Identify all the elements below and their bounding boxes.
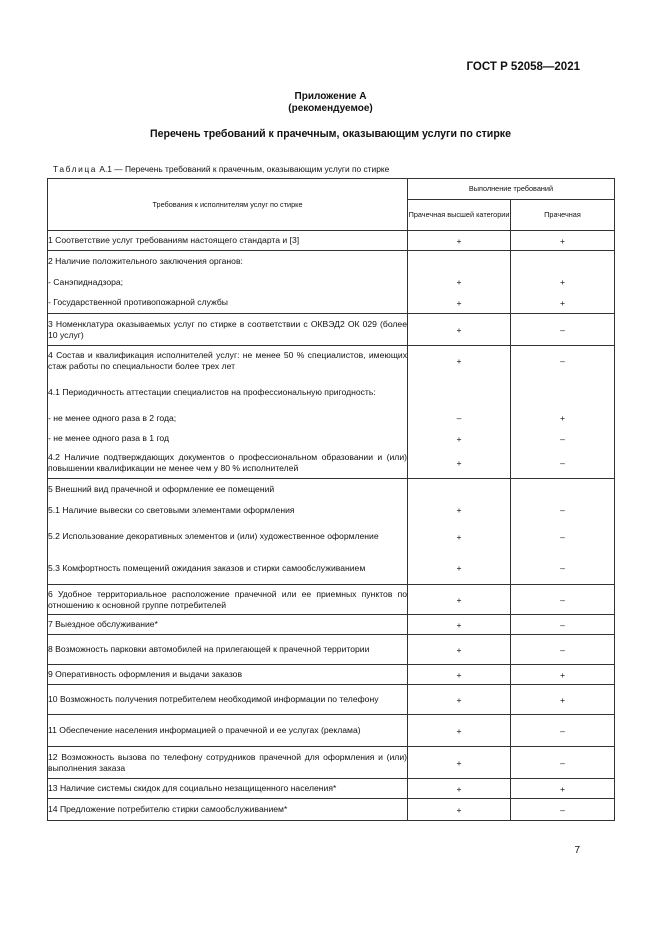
row-text: - Санэпиднадзора; bbox=[48, 272, 408, 293]
table-row bbox=[48, 635, 615, 665]
table-row bbox=[48, 272, 615, 293]
row-mark-standard: – bbox=[511, 449, 615, 479]
table-row bbox=[48, 779, 615, 799]
row-mark-standard: – bbox=[511, 521, 615, 553]
row-text: 11 Обеспечение населения информацией о прачечной и ее услугах (реклама) bbox=[48, 715, 408, 747]
row-text: 5.1 Наличие вывески со световыми элементами оформления bbox=[48, 500, 408, 521]
row-mark-top: + bbox=[408, 272, 511, 293]
table-row bbox=[48, 553, 615, 585]
header-top-category: Прачечная высшей категории bbox=[408, 200, 511, 231]
requirements-table bbox=[47, 178, 615, 821]
table-row bbox=[48, 479, 615, 500]
row-mark-standard: + bbox=[511, 272, 615, 293]
table-row bbox=[48, 685, 615, 715]
row-mark-standard: + bbox=[511, 779, 615, 799]
row-text: 12 Возможность вызова по телефону сотрудников прачечной для оформления и (или) выполнения заказа bbox=[48, 747, 408, 779]
row-text: 1 Соответствие услуг требованиям настоящего стандарта и [3] bbox=[48, 231, 408, 251]
row-mark-top: + bbox=[408, 500, 511, 521]
header-laundry: Прачечная bbox=[511, 200, 615, 231]
annex-status: (рекомендуемое) bbox=[288, 103, 373, 114]
row-text: 4 Состав и квалификация исполнителей услуг: не менее 50 % специалистов, имеющих стаж работы по специальности более трех лет bbox=[48, 346, 408, 377]
row-text: 4.1 Периодичность аттестации специалистов на профессиональную пригодность: bbox=[48, 377, 408, 408]
row-mark-top: + bbox=[408, 715, 511, 747]
row-mark-top: + bbox=[408, 779, 511, 799]
table-row bbox=[48, 449, 615, 479]
list-title: Перечень требований к прачечным, оказывающим услуги по стирке bbox=[150, 128, 511, 140]
row-mark-top: + bbox=[408, 521, 511, 553]
table-caption bbox=[53, 164, 389, 174]
table-row bbox=[48, 429, 615, 449]
row-mark-top: + bbox=[408, 346, 511, 377]
row-text: - Государственной противопожарной службы bbox=[48, 293, 408, 314]
row-text: 3 Номенклатура оказываемых услуг по стирке в соответствии с ОКВЭД2 ОК 029 (более 10 услуг) bbox=[48, 314, 408, 346]
table-row bbox=[48, 346, 615, 377]
row-mark-top: + bbox=[408, 553, 511, 585]
table-row bbox=[48, 665, 615, 685]
row-mark-standard: – bbox=[511, 553, 615, 585]
row-text: 5 Внешний вид прачечной и оформление ее помещений bbox=[48, 479, 408, 500]
row-mark-standard: + bbox=[511, 665, 615, 685]
row-mark-top: + bbox=[408, 615, 511, 635]
row-mark-standard: – bbox=[511, 715, 615, 747]
header-requirements: Требования к исполнителям услуг по стирке bbox=[48, 179, 408, 231]
row-mark-standard: – bbox=[511, 429, 615, 449]
standard-number: ГОСТ Р 52058—2021 bbox=[466, 61, 580, 73]
page-number: 7 bbox=[574, 845, 580, 856]
row-mark-top bbox=[408, 479, 511, 500]
table-row bbox=[48, 521, 615, 553]
caption-text: А.1 — Перечень требований к прачечным, оказывающим услуги по стирке bbox=[97, 164, 390, 174]
row-mark-standard: + bbox=[511, 685, 615, 715]
row-mark-standard bbox=[511, 251, 615, 272]
table-row bbox=[48, 251, 615, 272]
row-text: - не менее одного раза в 1 год bbox=[48, 429, 408, 449]
row-mark-top: – bbox=[408, 408, 511, 429]
row-mark-top bbox=[408, 251, 511, 272]
row-text: 13 Наличие системы скидок для социально незащищенного населения* bbox=[48, 779, 408, 799]
row-text: 9 Оперативность оформления и выдачи заказов bbox=[48, 665, 408, 685]
row-text: 4.2 Наличие подтверждающих документов о профессиональном образовании и (или) повышении квалификации не менее чем у 80 % исполнителей bbox=[48, 449, 408, 479]
row-text: 6 Удобное территориальное расположение прачечной или ее приемных пунктов по отношению к основной группе потребителей bbox=[48, 585, 408, 615]
row-mark-top: + bbox=[408, 231, 511, 251]
row-mark-standard: – bbox=[511, 615, 615, 635]
row-mark-standard bbox=[511, 479, 615, 500]
row-mark-standard: – bbox=[511, 314, 615, 346]
row-text: 8 Возможность парковки автомобилей на прилегающей к прачечной территории bbox=[48, 635, 408, 665]
table-row bbox=[48, 408, 615, 429]
table-row bbox=[48, 377, 615, 408]
table-row bbox=[48, 314, 615, 346]
annex-heading bbox=[0, 91, 661, 115]
table-row bbox=[48, 715, 615, 747]
row-mark-top: + bbox=[408, 685, 511, 715]
row-text: 10 Возможность получения потребителем необходимой информации по телефону bbox=[48, 685, 408, 715]
table-row bbox=[48, 799, 615, 821]
table-row bbox=[48, 500, 615, 521]
row-mark-standard: – bbox=[511, 500, 615, 521]
row-mark-standard: + bbox=[511, 408, 615, 429]
row-mark-standard: – bbox=[511, 585, 615, 615]
header-fulfillment: Выполнение требований bbox=[408, 179, 615, 200]
row-text: - не менее одного раза в 2 года; bbox=[48, 408, 408, 429]
row-mark-standard: + bbox=[511, 231, 615, 251]
row-mark-top: + bbox=[408, 635, 511, 665]
row-text: 14 Предложение потребителю стирки самообслуживанием* bbox=[48, 799, 408, 821]
row-mark-top: + bbox=[408, 449, 511, 479]
row-mark-top: + bbox=[408, 585, 511, 615]
row-text: 7 Выездное обслуживание* bbox=[48, 615, 408, 635]
row-mark-top bbox=[408, 377, 511, 408]
row-mark-top: + bbox=[408, 665, 511, 685]
row-mark-top: + bbox=[408, 314, 511, 346]
row-mark-standard bbox=[511, 377, 615, 408]
row-mark-top: + bbox=[408, 799, 511, 821]
table-row bbox=[48, 231, 615, 251]
caption-prefix: Таблица bbox=[53, 164, 98, 174]
table-row bbox=[48, 293, 615, 314]
row-mark-top: + bbox=[408, 747, 511, 779]
row-mark-top: + bbox=[408, 293, 511, 314]
annex-title: Приложение А bbox=[294, 91, 367, 102]
row-mark-standard: – bbox=[511, 346, 615, 377]
row-mark-standard: – bbox=[511, 799, 615, 821]
table-row bbox=[48, 585, 615, 615]
table-row bbox=[48, 615, 615, 635]
row-mark-top: + bbox=[408, 429, 511, 449]
row-text: 5.2 Использование декоративных элементов и (или) художественное оформление bbox=[48, 521, 408, 553]
table-row bbox=[48, 747, 615, 779]
row-text: 5.3 Комфортность помещений ожидания заказов и стирки самообслуживанием bbox=[48, 553, 408, 585]
row-mark-standard: – bbox=[511, 747, 615, 779]
row-mark-standard: + bbox=[511, 293, 615, 314]
row-mark-standard: – bbox=[511, 635, 615, 665]
row-text: 2 Наличие положительного заключения органов: bbox=[48, 251, 408, 272]
